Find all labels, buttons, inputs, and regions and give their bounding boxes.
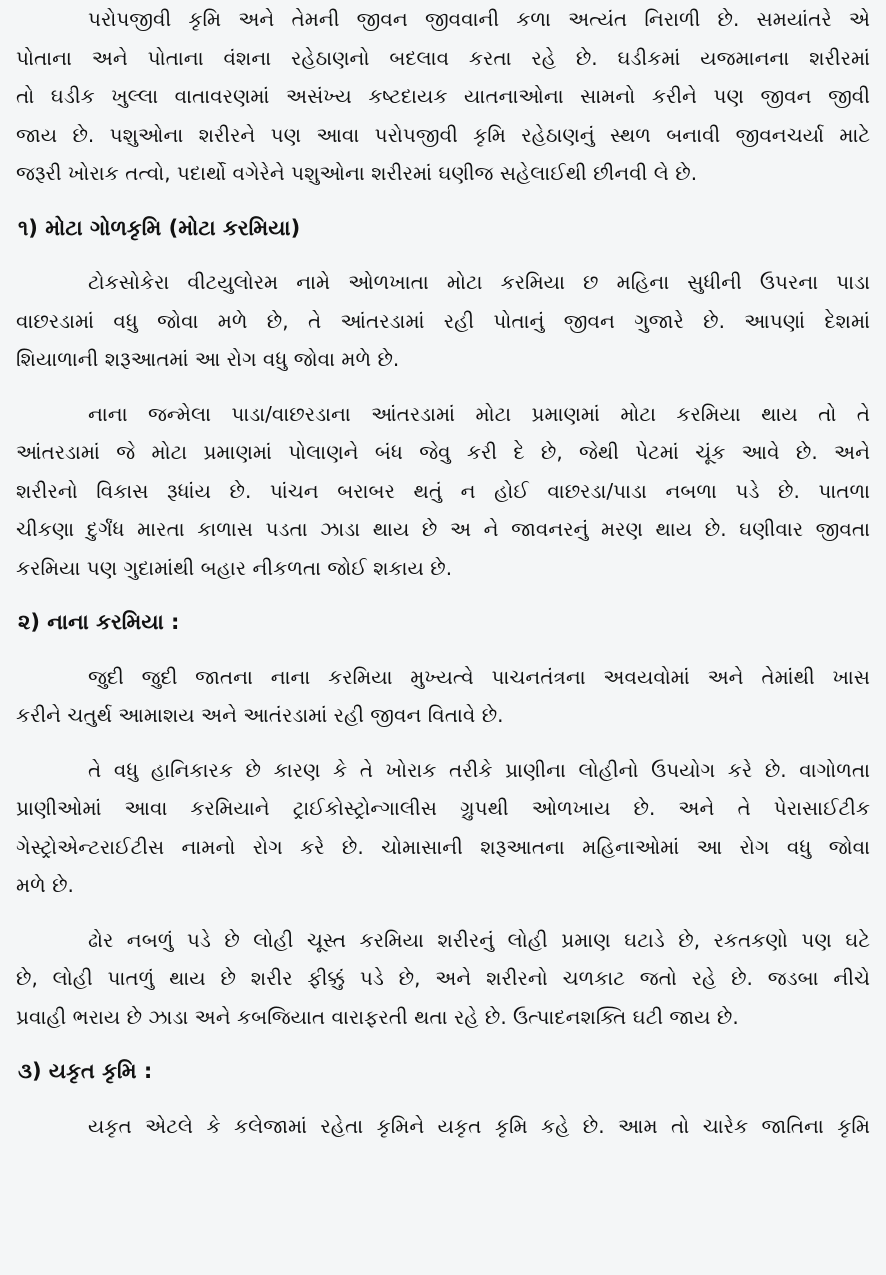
- paragraph-intro: [16, 0, 870, 193]
- text-line: વાછરડામાં વધુ જોવા મળે છે, તે આંતરડામાં રહી પોતાનું જીવન ગુજારે છે. આપણાં દેશમાં: [16, 308, 870, 333]
- text-line: ગેસ્ટ્રોએન્ટરાઈટીસ નામનો રોગ કરે છે. ચોમાસાની શરૂઆતના મહિનાઓમાં આ રોગ વધુ જોવા: [16, 834, 870, 859]
- paragraph-small-worms-2: [16, 751, 870, 905]
- text-line: તે વધુ હાનિકારક છે કારણ કે તે ખોરાક તરીકે પ્રાણીના લોહીનો ઉપયોગ કરે છે. વાગોળતા: [88, 757, 870, 782]
- text-line: કરીને ચતુર્થ આમાશય અને આતંરડામાં રહી જીવન વિતાવે છે.: [16, 703, 504, 727]
- section-heading-small-worms: ૨) નાના કરમિયા :: [18, 610, 180, 634]
- text-line: આંતરડામાં જે મોટા પ્રમાણમાં પોલાણને બંધ જેવુ કરી દે છે, જેથી પેટમાં ચૂંક આવે છે. અને: [16, 440, 870, 464]
- text-line: તો ઘડીક ખુલ્લા વાતાવરણમાં અસંખ્ય કષ્ટદાયક યાતનાઓના સામનો કરીને પણ જીવન જીવી: [16, 84, 870, 108]
- text-line: જાય છે. પશુઓના શરીરને પણ આવા પરોપજીવી કૃમિ રહેઠાણનું સ્થળ બનાવી જીવનચર્યા માટે: [16, 122, 870, 147]
- text-line: ચીકણા દુર્ગંધ મારતા કાળાસ પડતા ઝાડા થાય છે અ ને જાવનરનું મરણ થાય છે. ઘણીવાર જીવતા: [16, 517, 870, 541]
- text-line: ટોકસોકેરા વીટયુલોરમ નામે ઓળખાતા મોટા કરમિયા છ મહિના સુધીની ઉપરના પાડા: [88, 270, 870, 294]
- section-heading-liver-fluke: ૩) યકૃત કૃમિ :: [18, 1059, 153, 1083]
- section-heading-large-roundworm: ૧) મોટા ગોળકૃમિ (મોટા કરમિયા): [18, 215, 301, 240]
- text-line: શિયાળાની શરૂઆતમાં આ રોગ વધુ જોવા મળે છે.: [16, 347, 400, 371]
- text-line: પ્રાણીઓમાં આવા કરમિયાને ટ્રાઈકોસ્ટ્રોન્ગાલીસ ગ્રુપથી ઓળખાય છે. અને તે પેરાસાઈટીક: [16, 796, 870, 820]
- text-line: કરમિયા પણ ગુદામાંથી બહાર નીકળતા જોઈ શકાય છે.: [16, 555, 453, 580]
- text-line: પ્રવાહી ભરાય છે ઝાડા અને કબજિયાત વારાફરતી થતા રહે છે. ઉત્પાદનશક્તિ ઘટી જાય છે.: [16, 1004, 739, 1029]
- paragraph-small-worms-3: [16, 921, 870, 1037]
- text-line: જરૂરી ખોરાક તત્વો, પદાર્થો વગેરેને પશુઓના શરીરમાં ઘણીજ સહેલાઈથી છીનવી લે છે.: [16, 161, 698, 185]
- text-line: શરીરનો વિકાસ રૂધાંય છે. પાંચન બરાબર થતું ન હોઈ વાછરડા/પાડા નબળા પડે છે. પાતળા: [16, 478, 870, 503]
- paragraph-large-roundworm-2: [16, 395, 870, 588]
- text-line: મળે છે.: [16, 873, 74, 897]
- paragraph-large-roundworm-1: [16, 263, 870, 379]
- text-line: યકૃત એટલે કે કલેજામાં રહેતા કૃમિને યકૃત કૃમિ કહે છે. આમ તો ચારેક જાતિના કૃમિ: [88, 1113, 870, 1138]
- text-line: પરોપજીવી કૃમિ અને તેમની જીવન જીવવાની કળા અત્યંત નિરાળી છે. સમયાંતરે એ: [88, 7, 870, 31]
- text-line: ઢોર નબળું પડે છે લોહી ચૂસ્ત કરમિયા શરીરનું લોહી પ્રમાણ ઘટાડે છે, રકતકણો પણ ઘટે: [88, 927, 870, 952]
- text-line: જુદી જુદી જાતના નાના કરમિયા મુખ્યત્વે પાચનતંત્રના અવયવોમાં અને તેમાંથી ખાસ: [88, 664, 870, 689]
- text-line: પોતાના અને પોતાના વંશના રહેઠાણનો બદલાવ કરતા રહે છે. ઘડીકમાં યજમાનના શરીરમાં: [16, 45, 870, 70]
- paragraph-small-worms-1: [16, 658, 870, 735]
- text-line: છે, લોહી પાતળું થાય છે શરીર ફીક્કું પડે છે, અને શરીરનો ચળકાટ જતો રહે છે. જડબા નીચે: [16, 966, 870, 990]
- text-line: નાના જન્મેલા પાડા/વાછરડાના આંતરડામાં મોટા પ્રમાણમાં મોટા કરમિયા થાય તો તે: [88, 401, 870, 426]
- paragraph-liver-fluke-1: [16, 1107, 870, 1146]
